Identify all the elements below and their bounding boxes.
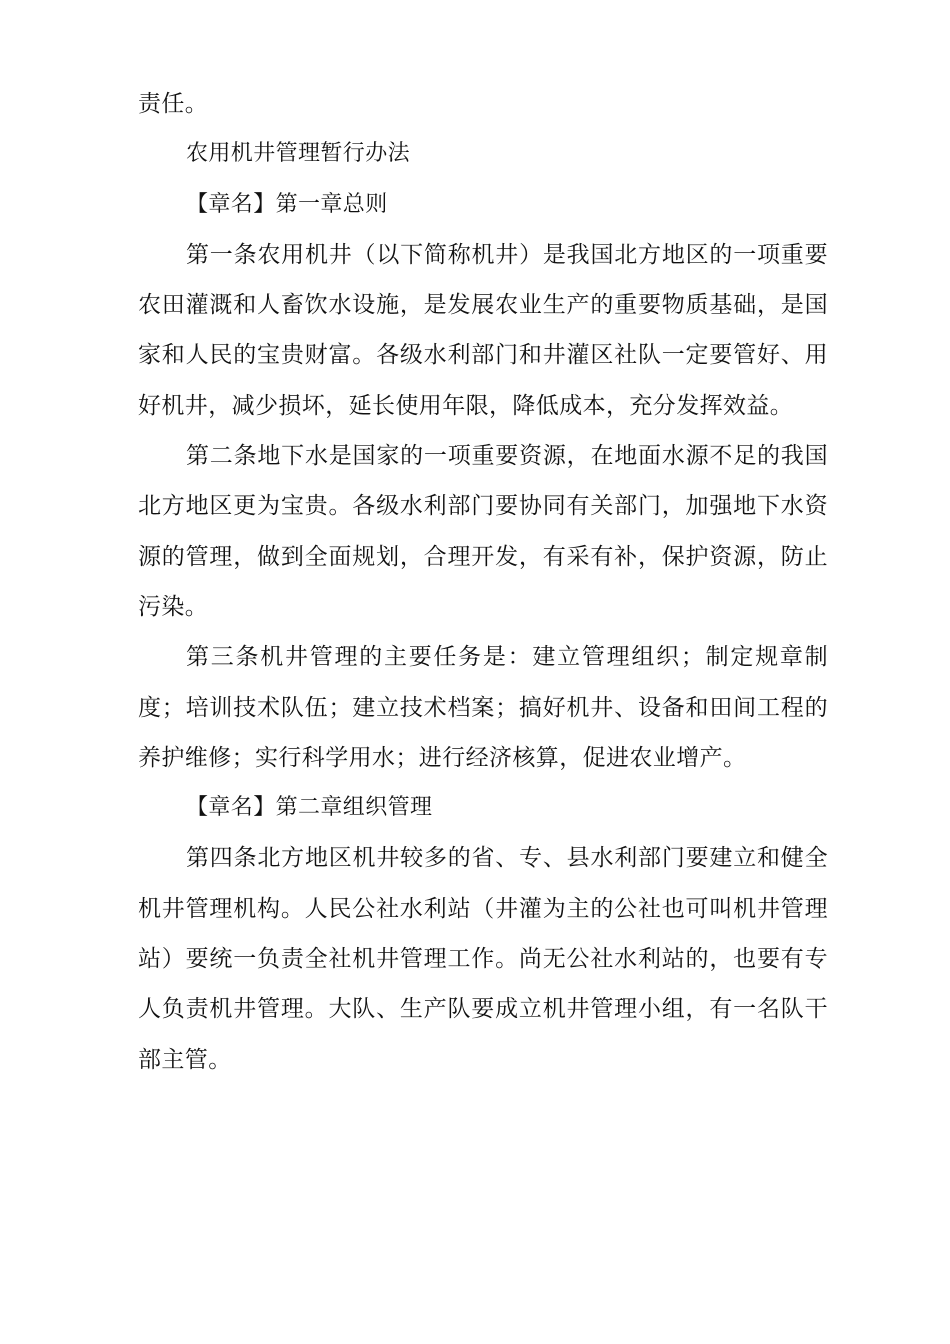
document-body	[138, 79, 828, 1085]
document-title: 农用机井管理暂行办法	[186, 141, 411, 167]
article-2: 第二条地下水是国家的一项重要资源，在地面水源不足的我国北方地区更为宝贵。各级水利部门要协同有关部门，加强地下水资源的管理，做到全面规划，合理开发，有采有补，保护资源，防止污染。	[138, 443, 828, 620]
chapter-heading-2: 【章名】第二章组织管理	[186, 795, 433, 821]
paragraph-continuation: 责任。	[138, 91, 209, 117]
article-1: 第一条农用机井（以下简称机井）是我国北方地区的一项重要农田灌溉和人畜饮水设施，是发展农业生产的重要物质基础，是国家和人民的宝贵财富。各级水利部门和井灌区社队一定要管好、用好机井，减少损坏，延长使用年限，降低成本，充分发挥效益。	[138, 241, 828, 419]
article-4: 第四条北方地区机井较多的省、专、县水利部门要建立和健全机井管理机构。人民公社水利站（井灌为主的公社也可叫机井管理站）要统一负责全社机井管理工作。尚无公社水利站的，也要有专人负责机井管理。大队、生产队要成立机井管理小组，有一名队干部主管。	[138, 845, 828, 1073]
article-3: 第三条机井管理的主要任务是：建立管理组织；制定规章制度；培训技术队伍；建立技术档案；搞好机井、设备和田间工程的养护维修；实行科学用水；进行经济核算，促进农业增产。	[138, 644, 828, 771]
chapter-heading-1: 【章名】第一章总则	[186, 191, 388, 217]
